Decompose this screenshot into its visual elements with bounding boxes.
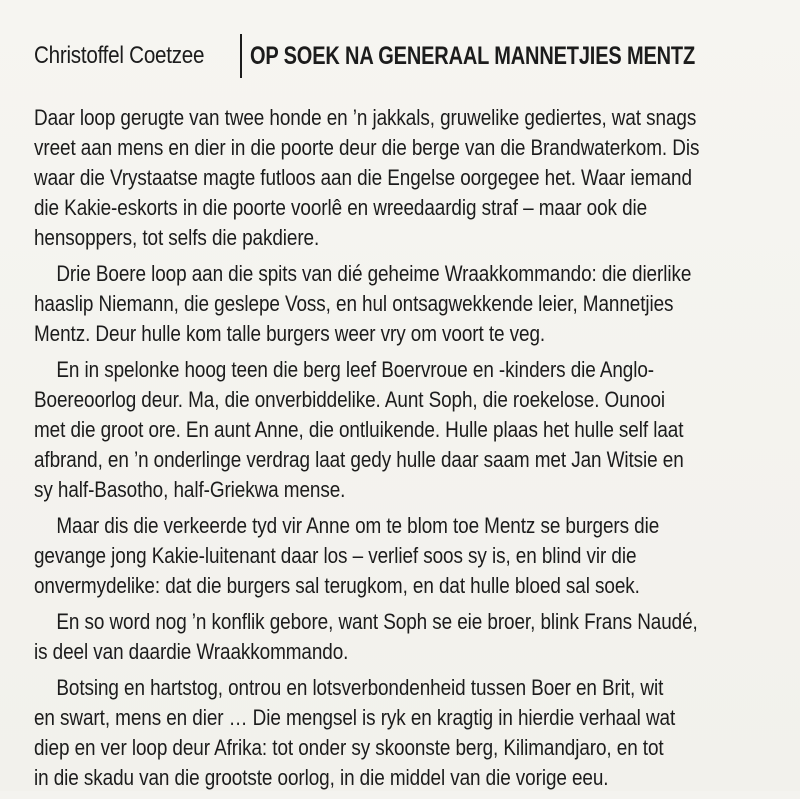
text-line: waar die Vrystaatse magte futloos aan die Engelse oorgegee het. Waar iemand [34,165,692,190]
text-line: En so word nog ’n konflik gebore, want Soph se eie broer, blink Frans Naudé, [56,609,698,634]
header [34,34,800,78]
header-divider [240,34,242,78]
paragraph-6 [34,673,774,793]
text-line: Daar loop gerugte van twee honde en ’n jakkals, gruwelike gediertes, wat snags [34,105,697,130]
text-line: Botsing en hartstog, ontrou en lotsverbondenheid tussen Boer en Brit, wit [56,675,664,700]
text-line: afbrand, en ’n onderlinge verdrag laat gedy hulle daar saam met Jan Witsie en [34,447,684,472]
text-line: in die skadu van die grootste oorlog, in die middel van die vorige eeu. [34,765,609,790]
text-line: sy half-Basotho, half-Griekwa mense. [34,477,346,502]
text-line: Maar dis die verkeerde tyd vir Anne om te blom toe Mentz se burgers die [56,513,660,538]
text-line: gevange jong Kakie-luitenant daar los – verlief soos sy is, en blind vir die [34,543,637,568]
text-line: Drie Boere loop aan die spits van dié geheime Wraakkommando: die dierlike [56,261,692,286]
text-line: onvermydelike: dat die burgers sal terugkom, en dat hulle bloed sal soek. [34,573,640,598]
paragraph-1 [34,103,774,253]
text-line: haaslip Niemann, die geslepe Voss, en hul ontsagwekkende leier, Mannetjies [34,291,674,316]
book-title: OP SOEK NA GENERAAL MANNETJIES MENTZ [250,41,696,70]
paragraph-2 [34,259,774,349]
text-line: met die groot ore. En aunt Anne, die ontluikende. Hulle plaas het hulle self laat [34,417,684,442]
text-line: En in spelonke hoog teen die berg leef Boervroue en -kinders die Anglo- [56,357,655,382]
text-line: diep en ver loop deur Afrika: tot onder sy skoonste berg, Kilimandjaro, en tot [34,735,664,760]
author-name: Christoffel Coetzee [34,42,205,69]
text-line: hensoppers, tot selfs die pakdiere. [34,225,320,250]
blurb [34,103,774,799]
text-line: en swart, mens en dier … Die mengsel is ryk en kragtig in hierdie verhaal wat [34,705,676,730]
text-line: die Kakie-eskorts in die poorte voorlê en wreedaardig straf – maar ook die [34,195,648,220]
paragraph-3 [34,355,774,505]
text-line: Mentz. Deur hulle kom talle burgers weer vry om voort te veg. [34,321,546,346]
text-line: vreet aan mens en dier in die poorte deur die berge van die Brandwaterkom. Dis [34,135,700,160]
text-line: is deel van daardie Wraakkommando. [34,639,349,664]
text-line: Boereoorlog deur. Ma, die onverbiddelike. Aunt Soph, die roekelose. Ounooi [34,387,666,412]
paragraph-4 [34,511,774,601]
paragraph-5 [34,607,774,667]
